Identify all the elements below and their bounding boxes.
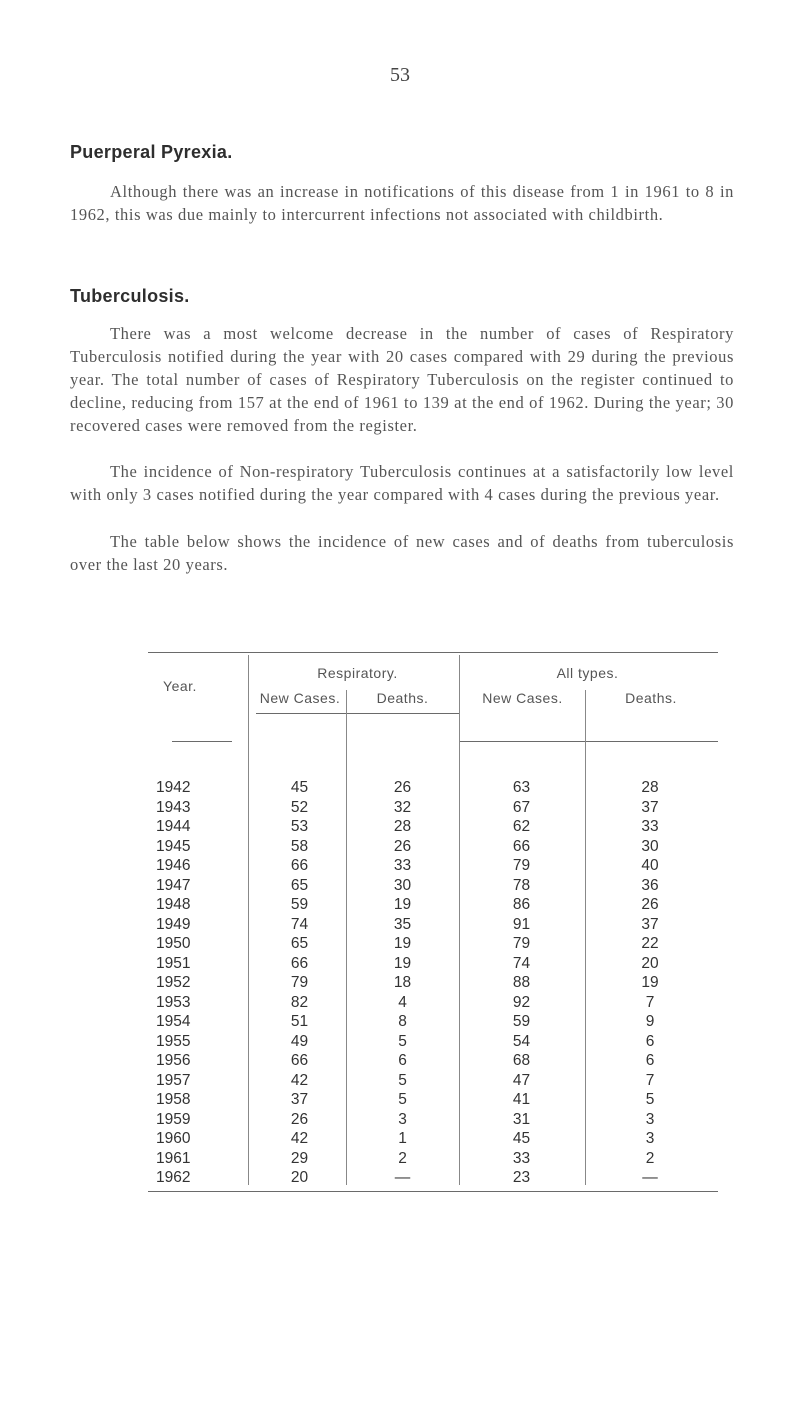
cell-all-new-cases: 23 <box>512 1169 531 1186</box>
cell-all-deaths: 30 <box>641 837 659 855</box>
header-all-types-deaths: Deaths. <box>625 690 677 706</box>
cell-respiratory-new-cases: 65 <box>290 935 309 952</box>
heading-tuberculosis: Tuberculosis. <box>70 286 190 306</box>
table-body <box>152 778 717 1188</box>
cell-respiratory-new-cases: 58 <box>290 837 309 855</box>
cell-all-new-cases: 86 <box>512 896 531 913</box>
cell-year: 1947 <box>156 876 191 894</box>
cell-all-new-cases: 78 <box>512 876 531 894</box>
table-row <box>152 954 717 974</box>
table-row <box>152 1168 717 1188</box>
cell-year: 1944 <box>156 818 191 835</box>
cell-respiratory-new-cases: 59 <box>290 896 309 913</box>
cell-all-new-cases: 88 <box>512 974 531 991</box>
cell-respiratory-deaths: 28 <box>393 818 412 835</box>
cell-year: 1955 <box>156 1032 191 1050</box>
cell-respiratory-new-cases: 42 <box>290 1071 309 1089</box>
header-respiratory: Respiratory. <box>317 665 398 681</box>
cell-all-new-cases: 47 <box>512 1071 531 1089</box>
table-row <box>152 993 717 1013</box>
heading-puerperal-pyrexia: Puerperal Pyrexia. <box>70 142 233 162</box>
cell-all-new-cases: 45 <box>512 1130 531 1147</box>
header-underline-all-types <box>460 741 718 742</box>
cell-respiratory-new-cases: 66 <box>290 857 309 874</box>
cell-all-deaths: 7 <box>645 1071 655 1089</box>
table-row <box>152 856 717 876</box>
cell-respiratory-new-cases: 49 <box>290 1032 309 1050</box>
cell-all-new-cases: 33 <box>512 1149 531 1167</box>
cell-all-deaths: 37 <box>641 915 659 933</box>
cell-respiratory-deaths: 6 <box>398 1052 407 1069</box>
cell-respiratory-deaths: 32 <box>393 798 412 816</box>
table-row <box>152 1071 717 1091</box>
cell-all-deaths: — <box>642 1169 658 1186</box>
cell-respiratory-deaths: 33 <box>393 857 412 874</box>
cell-year: 1949 <box>156 915 191 933</box>
table-row <box>152 895 717 915</box>
cell-all-deaths: 3 <box>645 1130 655 1147</box>
cell-all-new-cases: 92 <box>512 993 531 1011</box>
table-row <box>152 798 717 818</box>
cell-all-deaths: 5 <box>645 1091 655 1108</box>
cell-respiratory-new-cases: 65 <box>290 876 309 894</box>
table-row <box>152 837 717 857</box>
cell-all-new-cases: 63 <box>512 779 531 796</box>
cell-all-deaths: 40 <box>641 857 659 874</box>
cell-year: 1957 <box>156 1071 191 1089</box>
table-row <box>152 1051 717 1071</box>
cell-respiratory-new-cases: 51 <box>290 1013 309 1030</box>
cell-all-deaths: 6 <box>645 1032 655 1050</box>
cell-all-new-cases: 74 <box>512 954 531 972</box>
paragraph-puerperal-pyrexia: Although there was an increase in notifications of this disease from 1 in 1961 to 8 in 1962, this was due mainly to intercurrent infections not associated with childbirth. <box>70 182 734 224</box>
cell-respiratory-deaths: 8 <box>398 1013 407 1030</box>
table-bottom-rule <box>148 1191 718 1192</box>
cell-respiratory-new-cases: 37 <box>290 1091 309 1108</box>
paragraph-table-intro: The table below shows the incidence of new cases and of deaths from tuberculosis over the last 20 years. <box>70 532 734 574</box>
cell-respiratory-deaths: 18 <box>393 974 412 991</box>
cell-all-deaths: 36 <box>641 876 659 894</box>
table-row <box>152 817 717 837</box>
paragraph-tuberculosis-non-respiratory: The incidence of Non-respiratory Tuberculosis continues at a satisfactorily low level with only 3 cases notified during the year compared with 4 cases during the previous year. <box>70 462 734 504</box>
cell-respiratory-deaths: 1 <box>398 1130 407 1147</box>
cell-all-new-cases: 66 <box>512 837 531 855</box>
cell-all-deaths: 7 <box>645 993 655 1011</box>
cell-all-deaths: 2 <box>645 1149 655 1167</box>
cell-year: 1953 <box>156 993 191 1011</box>
cell-all-new-cases: 31 <box>512 1110 531 1128</box>
cell-all-new-cases: 79 <box>512 857 531 874</box>
cell-respiratory-deaths: 30 <box>393 876 412 894</box>
header-respiratory-deaths: Deaths. <box>376 690 429 706</box>
cell-respiratory-new-cases: 66 <box>290 954 309 972</box>
cell-all-new-cases: 62 <box>512 818 531 835</box>
cell-respiratory-new-cases: 79 <box>290 974 309 991</box>
cell-all-deaths: 6 <box>645 1052 655 1069</box>
header-underline-respiratory <box>256 713 460 714</box>
table-row <box>152 876 717 896</box>
cell-all-deaths: 3 <box>645 1110 655 1128</box>
cell-respiratory-deaths: 19 <box>393 935 412 952</box>
cell-year: 1950 <box>156 935 191 952</box>
table-top-rule <box>148 652 718 653</box>
cell-all-new-cases: 59 <box>512 1013 531 1030</box>
cell-all-deaths: 19 <box>641 974 659 991</box>
cell-respiratory-new-cases: 42 <box>290 1130 309 1147</box>
header-all-types: All types. <box>556 665 619 681</box>
cell-all-new-cases: 68 <box>512 1052 531 1069</box>
cell-all-deaths: 26 <box>641 896 659 913</box>
cell-year: 1952 <box>156 974 191 991</box>
table-row <box>152 1032 717 1052</box>
cell-respiratory-new-cases: 52 <box>290 798 309 816</box>
cell-respiratory-new-cases: 20 <box>290 1169 309 1186</box>
cell-all-new-cases: 91 <box>512 915 531 933</box>
table-row <box>152 915 717 935</box>
cell-respiratory-deaths: 5 <box>398 1071 407 1089</box>
paragraph-tuberculosis-respiratory: There was a most welcome decrease in the number of cases of Respiratory Tuberculosis notified during the year with 20 cases compared with 29 during the previous year. The total number of cases of Respiratory Tuberculosis on the register continued to decline, reducing from 157 at the end of 1961 to 139 at the end of 1962. During the year; 30 recovered cases were removed from the register. <box>70 324 734 435</box>
cell-respiratory-deaths: 35 <box>393 915 412 933</box>
header-underline-year <box>172 741 232 742</box>
cell-respiratory-deaths: 4 <box>398 993 407 1011</box>
cell-all-deaths: 37 <box>641 798 659 816</box>
cell-year: 1958 <box>156 1091 191 1108</box>
table-row <box>152 1110 717 1130</box>
cell-respiratory-deaths: 26 <box>393 837 412 855</box>
cell-all-deaths: 9 <box>645 1013 655 1030</box>
cell-respiratory-deaths: 5 <box>398 1091 407 1108</box>
cell-respiratory-new-cases: 26 <box>290 1110 309 1128</box>
cell-respiratory-deaths: 3 <box>398 1110 407 1128</box>
cell-year: 1962 <box>156 1169 191 1186</box>
table-row <box>152 934 717 954</box>
cell-year: 1943 <box>156 798 191 816</box>
cell-respiratory-deaths: 19 <box>393 954 412 972</box>
cell-year: 1951 <box>156 954 191 972</box>
cell-all-deaths: 20 <box>641 954 659 972</box>
cell-respiratory-deaths: 2 <box>398 1149 407 1167</box>
cell-year: 1960 <box>156 1130 191 1147</box>
cell-respiratory-new-cases: 29 <box>290 1149 309 1167</box>
cell-respiratory-new-cases: 45 <box>290 779 309 796</box>
cell-year: 1956 <box>156 1052 191 1069</box>
cell-all-new-cases: 67 <box>512 798 531 816</box>
table-row <box>152 1149 717 1169</box>
table-row <box>152 1012 717 1032</box>
cell-respiratory-new-cases: 74 <box>290 915 309 933</box>
table-row <box>152 778 717 798</box>
cell-year: 1961 <box>156 1149 191 1167</box>
cell-year: 1945 <box>156 837 191 855</box>
header-year: Year. <box>163 678 197 694</box>
cell-respiratory-deaths: 5 <box>398 1032 407 1050</box>
table-row <box>152 973 717 993</box>
cell-respiratory-new-cases: 82 <box>290 993 309 1011</box>
cell-year: 1946 <box>156 857 191 874</box>
cell-year: 1942 <box>156 779 191 796</box>
cell-respiratory-new-cases: 53 <box>290 818 309 835</box>
cell-respiratory-deaths: 19 <box>393 896 412 913</box>
cell-all-deaths: 33 <box>641 818 659 835</box>
page-number: 53 <box>390 64 410 86</box>
header-all-types-new-cases: New Cases. <box>482 690 563 706</box>
cell-respiratory-new-cases: 66 <box>290 1052 309 1069</box>
cell-year: 1948 <box>156 896 191 913</box>
cell-all-new-cases: 79 <box>512 935 531 952</box>
cell-all-deaths: 28 <box>641 779 659 796</box>
header-respiratory-new-cases: New Cases. <box>259 690 341 706</box>
cell-all-deaths: 22 <box>641 935 659 952</box>
cell-year: 1959 <box>156 1110 191 1128</box>
cell-all-new-cases: 54 <box>512 1032 531 1050</box>
cell-year: 1954 <box>156 1013 191 1030</box>
table-row <box>152 1129 717 1149</box>
cell-all-new-cases: 41 <box>512 1091 531 1108</box>
cell-respiratory-deaths: — <box>394 1169 411 1186</box>
cell-respiratory-deaths: 26 <box>393 779 412 796</box>
table-row <box>152 1090 717 1110</box>
